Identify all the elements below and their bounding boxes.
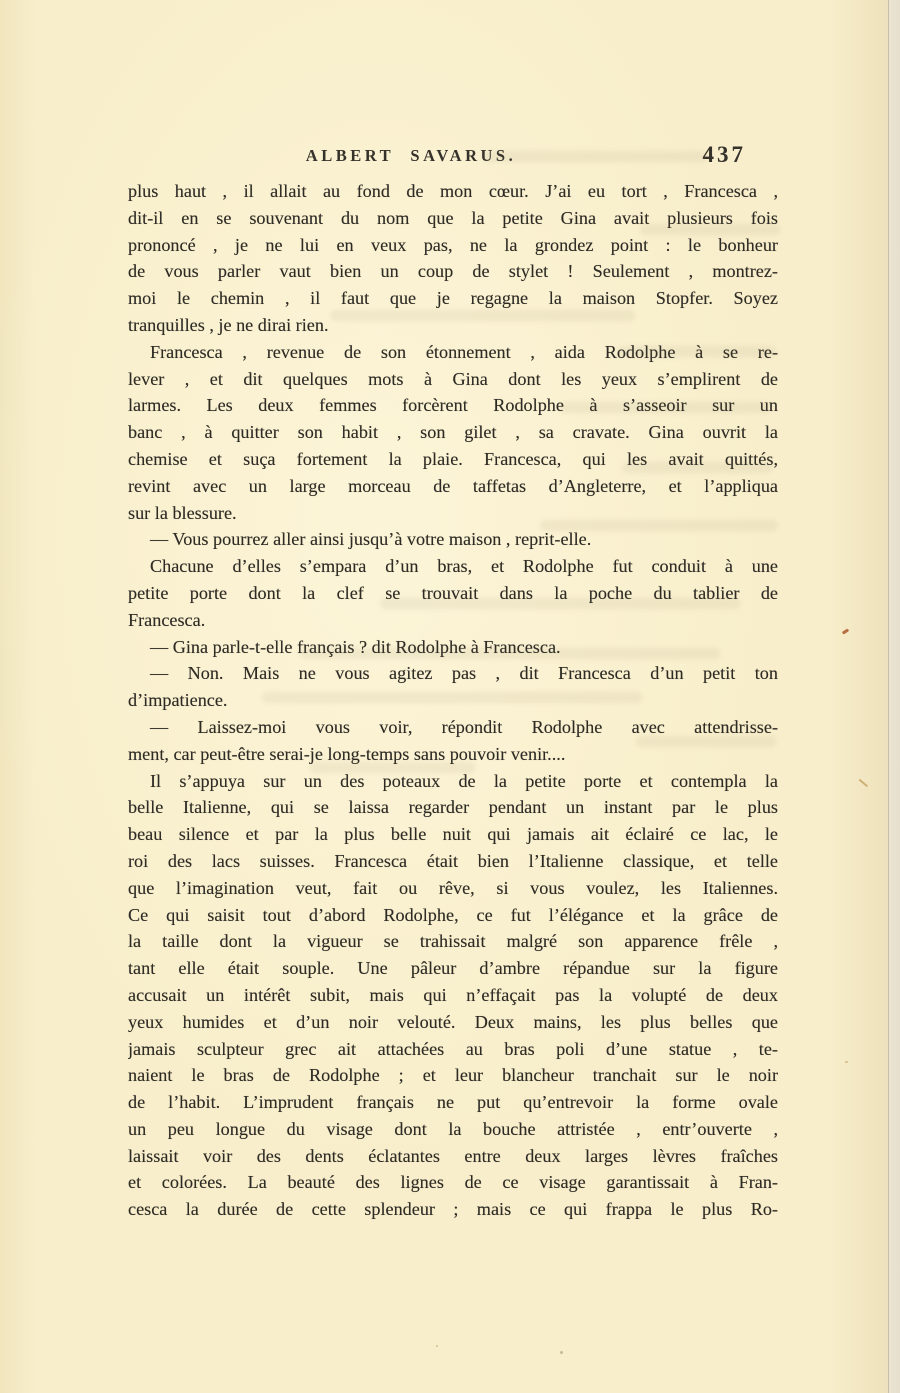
paragraph (128, 526, 778, 553)
text-line: banc , à quitter son habit , son gilet , sa cravate. Gina ouvrit la (128, 422, 778, 443)
text-line: de l’habit. L’imprudent français ne put qu’entrevoir la forme ovale (128, 1092, 778, 1113)
page-title: ALBERT SAVARUS. (305, 146, 517, 165)
text-line: tranquilles , je ne dirai rien. (128, 314, 329, 335)
scan-page-edge (888, 0, 900, 1393)
paper-dot (845, 1061, 848, 1063)
paragraph (128, 339, 778, 527)
text-line: moi le chemin , il faut que je regagne la maison Stopfer. Soyez (128, 288, 778, 309)
text-line: naient le bras de Rodolphe ; et leur blancheur tranchait sur le noir (128, 1065, 778, 1086)
text-line: Chacune d’elles s’empara d’un bras, et Rodolphe fut conduit à une (150, 556, 778, 577)
text-line: jamais sculpteur grec ait attachées au bras poli d’une statue , te- (128, 1038, 778, 1059)
text-line: d’impatience. (128, 690, 228, 711)
text-line: chemise et suça fortement la plaie. Francesca, qui les avait quittés, (128, 448, 778, 469)
text-line: un peu longue du visage dont la bouche attristée , entr’ouverte , (128, 1118, 778, 1139)
paragraph (128, 714, 778, 768)
text-line: ment, car peut-être serai-je long-temps sans pouvoir venir.... (128, 743, 566, 764)
text-line: que l’imagination veut, fait ou rêve, si vous voulez, les Italiennes. (128, 877, 778, 898)
paper-fiber (859, 779, 868, 787)
text-line: — Non. Mais ne vous agitez pas , dit Francesca d’un petit ton (150, 663, 778, 684)
paragraph (128, 178, 778, 339)
running-head (128, 142, 778, 172)
paper-dot (436, 1345, 438, 1347)
text-line: roi des lacs suisses. Francesca était bien l’Italienne classique, et telle (128, 850, 778, 871)
text-line: — Laissez-moi vous voir, répondit Rodolphe avec attendrisse- (150, 716, 778, 737)
text-line: tant elle était souple. Une pâleur d’ambre répandue sur la figure (128, 958, 778, 979)
text-line: dit-il en se souvenant du nom que la petite Gina avait plusieurs fois (128, 207, 778, 228)
text-line: sur la blessure. (128, 502, 237, 523)
text-line: yeux humides et d’un noir velouté. Deux mains, les plus belles que (128, 1011, 778, 1032)
text-line: lever , et dit quelques mots à Gina dont les yeux s’emplirent de (128, 368, 778, 389)
text-line: Ce qui saisit tout d’abord Rodolphe, ce fut l’élégance et la grâce de (128, 904, 778, 925)
text-line: revint avec un large morceau de taffetas d’Angleterre, et l’appliqua (128, 475, 778, 496)
text-line: la taille dont la vigueur se trahissait malgré son apparence frêle , (128, 931, 778, 952)
text-line: Francesca , revenue de son étonnement , aida Rodolphe à se re- (150, 341, 778, 362)
text-line: de vous parler vaut bien un coup de stylet ! Seulement , montrez- (128, 261, 778, 282)
text-line: beau silence et par la plus belle nuit qui jamais ait éclairé ce lac, le (128, 824, 778, 845)
paragraph (128, 553, 778, 633)
text-line: accusait un intérêt subit, mais qui n’effaçait pas la volupté de deux (128, 984, 778, 1005)
text-line: belle Italienne, qui se laissa regarder pendant un instant par le plus (128, 797, 778, 818)
paragraph (128, 634, 778, 661)
text-line: plus haut , il allait au fond de mon cœur. J’ai eu tort , Francesca , (128, 181, 778, 201)
text-line: et colorées. La beauté des lignes de ce visage garantissait à Fran- (128, 1172, 778, 1193)
paragraph (128, 660, 778, 714)
text-line: cesca la durée de cette splendeur ; mais ce qui frappa le plus Ro- (128, 1199, 778, 1220)
paragraph (128, 768, 778, 1224)
red-ink-speck (842, 628, 850, 634)
text-line: — Vous pourrez aller ainsi jusqu’à votre maison , reprit-elle. (150, 529, 592, 550)
text-line: Il s’appuya sur un des poteaux de la petite porte et contempla la (150, 770, 778, 791)
text-line: Francesca. (128, 609, 206, 630)
page-number: 437 (702, 142, 746, 167)
paper-dot (560, 1351, 563, 1354)
text-line: — Gina parle-t-elle français ? dit Rodolphe à Francesca. (150, 636, 561, 657)
page-text (128, 178, 778, 1223)
text-line: prononcé , je ne lui en veux pas, ne la grondez point : le bonheur (128, 234, 778, 255)
text-line: petite porte dont la clef se trouvait dans la poche du tablier de (128, 582, 778, 603)
text-line: larmes. Les deux femmes forcèrent Rodolphe à s’asseoir sur un (128, 395, 778, 416)
text-line: laissait voir des dents éclatantes entre deux larges lèvres fraîches (128, 1145, 778, 1166)
